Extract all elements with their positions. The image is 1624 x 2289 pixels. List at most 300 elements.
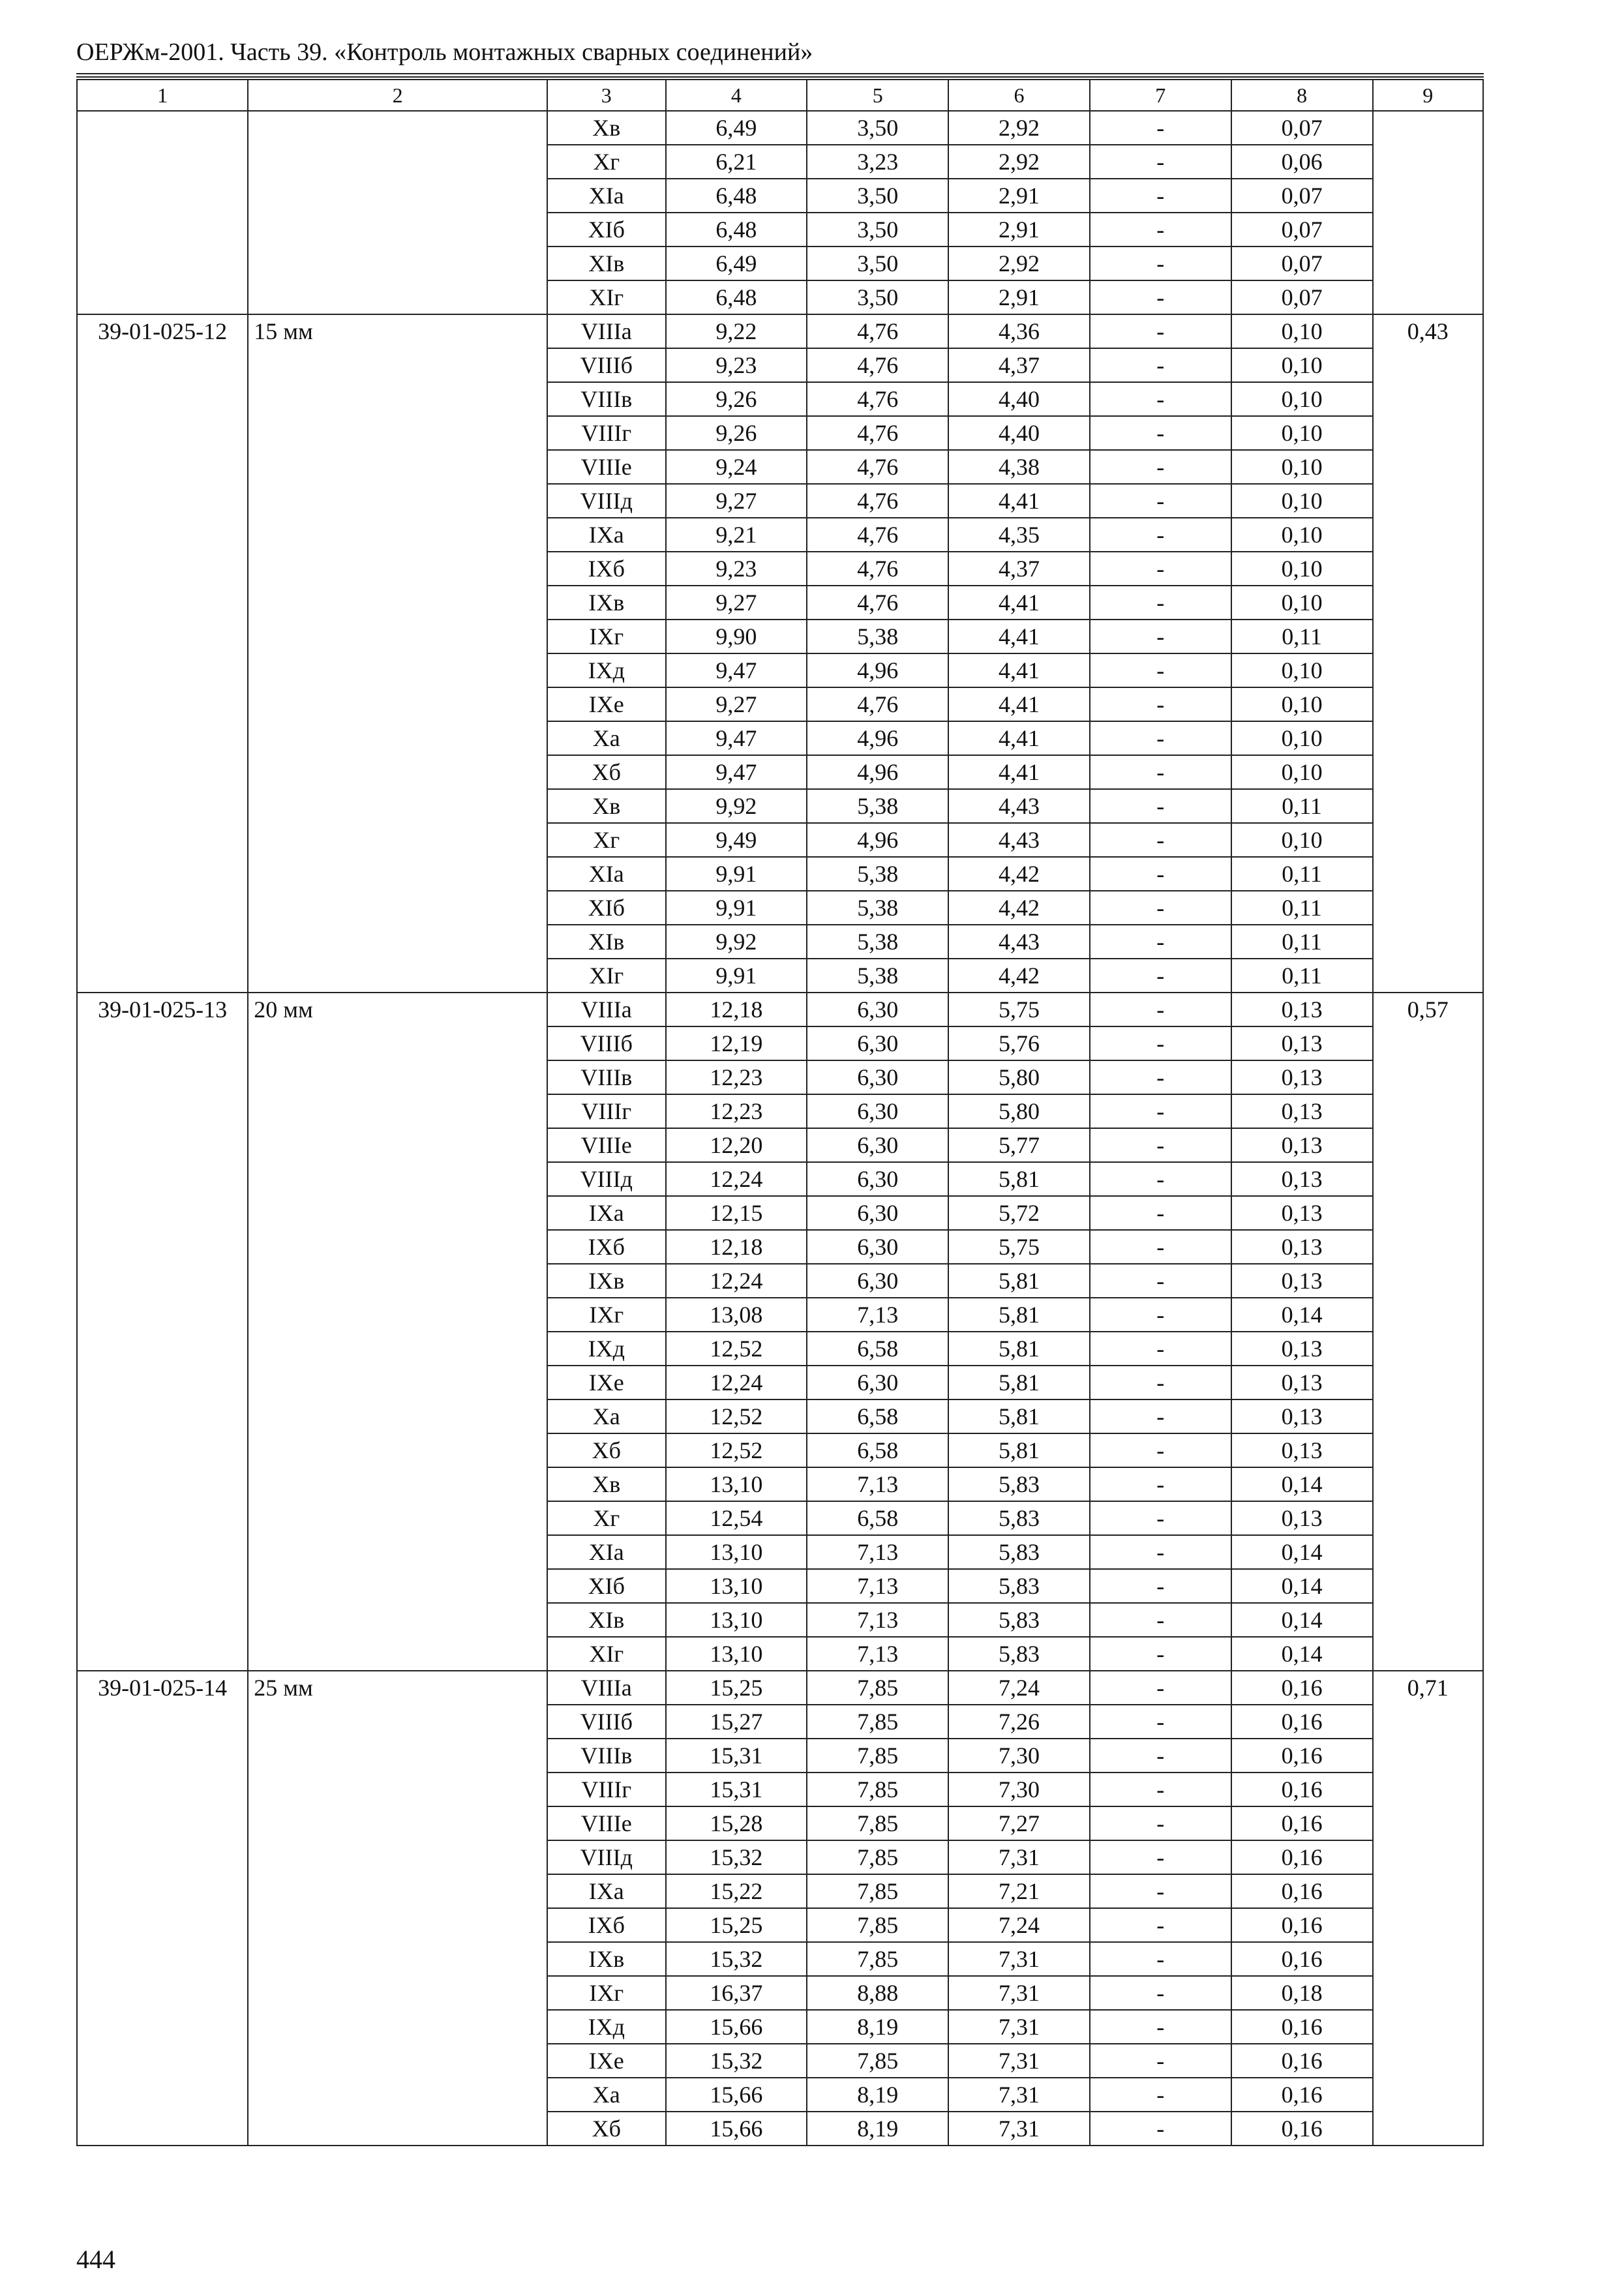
category-cell: ХIв [547, 247, 666, 280]
column-header: 9 [1373, 80, 1484, 111]
value-col6-cell: 7,31 [948, 2078, 1090, 2112]
value-col4-cell: 6,49 [666, 111, 807, 145]
column-header: 6 [948, 80, 1090, 111]
value-col5-cell: 3,50 [807, 247, 948, 280]
value-col5-cell: 5,38 [807, 925, 948, 959]
value-col7-cell: - [1090, 348, 1231, 382]
value-col8-cell: 0,16 [1231, 1874, 1373, 1908]
value-col7-cell: - [1090, 755, 1231, 789]
value-col4-cell: 15,66 [666, 2078, 807, 2112]
value-col8-cell: 0,14 [1231, 1535, 1373, 1569]
value-col8-cell: 0,10 [1231, 416, 1373, 450]
value-col4-cell: 13,10 [666, 1467, 807, 1501]
value-col8-cell: 0,10 [1231, 755, 1373, 789]
value-col8-cell: 0,16 [1231, 1908, 1373, 1942]
value-col4-cell: 15,25 [666, 1908, 807, 1942]
value-col6-cell: 4,41 [948, 484, 1090, 518]
value-col6-cell: 2,92 [948, 111, 1090, 145]
value-col4-cell: 9,92 [666, 789, 807, 823]
value-col6-cell: 5,75 [948, 993, 1090, 1026]
value-col6-cell: 7,24 [948, 1671, 1090, 1705]
value-col7-cell: - [1090, 620, 1231, 653]
value-col8-cell: 0,18 [1231, 1976, 1373, 2010]
rate-total-cell: 0,71 [1373, 1671, 1484, 2146]
value-col8-cell: 0,10 [1231, 484, 1373, 518]
category-cell: VIIIв [547, 1060, 666, 1094]
value-col4-cell: 9,27 [666, 687, 807, 721]
value-col5-cell: 7,85 [807, 1806, 948, 1840]
category-cell: Ха [547, 721, 666, 755]
value-col6-cell: 4,41 [948, 586, 1090, 620]
value-col8-cell: 0,14 [1231, 1569, 1373, 1603]
category-cell: VIIIв [547, 1739, 666, 1773]
value-col6-cell: 4,42 [948, 959, 1090, 993]
table-body [77, 111, 1483, 2146]
header-double-rule [76, 73, 1484, 78]
value-col5-cell: 4,76 [807, 416, 948, 450]
value-col8-cell: 0,13 [1231, 1060, 1373, 1094]
value-col7-cell: - [1090, 959, 1231, 993]
value-col7-cell: - [1090, 1501, 1231, 1535]
category-cell: VIIIд [547, 484, 666, 518]
value-col7-cell: - [1090, 280, 1231, 314]
value-col5-cell: 6,58 [807, 1501, 948, 1535]
value-col4-cell: 9,91 [666, 857, 807, 891]
value-col8-cell: 0,16 [1231, 1671, 1373, 1705]
category-cell: VIIIв [547, 382, 666, 416]
value-col7-cell: - [1090, 1128, 1231, 1162]
value-col8-cell: 0,16 [1231, 1705, 1373, 1739]
value-col5-cell: 4,76 [807, 348, 948, 382]
category-cell: ХIа [547, 857, 666, 891]
value-col7-cell: - [1090, 2044, 1231, 2078]
category-cell: VIIIа [547, 1671, 666, 1705]
value-col4-cell: 15,28 [666, 1806, 807, 1840]
value-col6-cell: 4,36 [948, 314, 1090, 348]
value-col4-cell: 15,32 [666, 2044, 807, 2078]
value-col4-cell: 16,37 [666, 1976, 807, 2010]
column-header: 1 [77, 80, 248, 111]
category-cell: VIIIа [547, 314, 666, 348]
rate-code-cell: 39-01-025-14 [77, 1671, 248, 2146]
value-col5-cell: 3,50 [807, 111, 948, 145]
value-col7-cell: - [1090, 1705, 1231, 1739]
value-col4-cell: 13,10 [666, 1535, 807, 1569]
value-col7-cell: - [1090, 1230, 1231, 1264]
value-col4-cell: 12,24 [666, 1162, 807, 1196]
value-col6-cell: 5,83 [948, 1467, 1090, 1501]
value-col5-cell: 4,76 [807, 450, 948, 484]
value-col4-cell: 9,22 [666, 314, 807, 348]
value-col7-cell: - [1090, 247, 1231, 280]
value-col8-cell: 0,13 [1231, 1399, 1373, 1433]
value-col8-cell: 0,07 [1231, 179, 1373, 213]
value-col7-cell: - [1090, 2010, 1231, 2044]
value-col6-cell: 2,91 [948, 280, 1090, 314]
value-col6-cell: 4,42 [948, 891, 1090, 925]
value-col8-cell: 0,16 [1231, 1773, 1373, 1806]
value-col8-cell: 0,11 [1231, 620, 1373, 653]
value-col4-cell: 12,52 [666, 1332, 807, 1366]
value-col4-cell: 9,47 [666, 653, 807, 687]
value-col5-cell: 5,38 [807, 620, 948, 653]
value-col8-cell: 0,10 [1231, 314, 1373, 348]
value-col4-cell: 12,19 [666, 1026, 807, 1060]
value-col6-cell: 7,30 [948, 1773, 1090, 1806]
value-col8-cell: 0,10 [1231, 450, 1373, 484]
rate-code-cell: 39-01-025-12 [77, 314, 248, 993]
category-cell: VIIIб [547, 348, 666, 382]
category-cell: ХIг [547, 1637, 666, 1671]
value-col6-cell: 4,41 [948, 755, 1090, 789]
value-col6-cell: 5,76 [948, 1026, 1090, 1060]
value-col8-cell: 0,16 [1231, 2010, 1373, 2044]
value-col5-cell: 6,30 [807, 1162, 948, 1196]
value-col4-cell: 9,23 [666, 348, 807, 382]
value-col7-cell: - [1090, 1026, 1231, 1060]
category-cell: IХб [547, 1908, 666, 1942]
value-col4-cell: 12,52 [666, 1433, 807, 1467]
column-number-row [77, 80, 1483, 111]
value-col5-cell: 8,19 [807, 2078, 948, 2112]
value-col6-cell: 5,81 [948, 1162, 1090, 1196]
category-cell: VIIIе [547, 450, 666, 484]
value-col6-cell: 5,83 [948, 1637, 1090, 1671]
value-col5-cell: 3,23 [807, 145, 948, 179]
value-col4-cell: 13,10 [666, 1569, 807, 1603]
value-col6-cell: 5,81 [948, 1264, 1090, 1298]
column-header: 5 [807, 80, 948, 111]
value-col6-cell: 4,42 [948, 857, 1090, 891]
table-row [77, 314, 1483, 348]
value-col5-cell: 8,19 [807, 2010, 948, 2044]
value-col5-cell: 6,30 [807, 1230, 948, 1264]
value-col6-cell: 5,81 [948, 1399, 1090, 1433]
column-header: 2 [248, 80, 547, 111]
value-col6-cell: 5,80 [948, 1094, 1090, 1128]
category-cell: IХг [547, 1976, 666, 2010]
value-col4-cell: 9,92 [666, 925, 807, 959]
category-cell: ХIб [547, 1569, 666, 1603]
table-row [77, 111, 1483, 145]
value-col7-cell: - [1090, 857, 1231, 891]
category-cell: IХб [547, 552, 666, 586]
page-number: 444 [76, 2245, 115, 2274]
value-col5-cell: 4,96 [807, 721, 948, 755]
category-cell: VIIIа [547, 993, 666, 1026]
value-col4-cell: 9,27 [666, 484, 807, 518]
value-col7-cell: - [1090, 1196, 1231, 1230]
value-col6-cell: 4,43 [948, 925, 1090, 959]
value-col7-cell: - [1090, 1298, 1231, 1332]
value-col5-cell: 6,30 [807, 1196, 948, 1230]
value-col8-cell: 0,10 [1231, 552, 1373, 586]
rate-total-cell [1373, 111, 1484, 314]
value-col8-cell: 0,11 [1231, 925, 1373, 959]
value-col7-cell: - [1090, 1840, 1231, 1874]
value-col8-cell: 0,10 [1231, 382, 1373, 416]
value-col6-cell: 7,31 [948, 1840, 1090, 1874]
rate-code-cell: 39-01-025-13 [77, 993, 248, 1671]
category-cell: ХIб [547, 891, 666, 925]
value-col5-cell: 6,58 [807, 1332, 948, 1366]
value-col7-cell: - [1090, 179, 1231, 213]
category-cell: Ха [547, 2078, 666, 2112]
value-col7-cell: - [1090, 1433, 1231, 1467]
value-col5-cell: 6,30 [807, 1366, 948, 1399]
value-col6-cell: 5,83 [948, 1535, 1090, 1569]
value-col8-cell: 0,13 [1231, 1332, 1373, 1366]
category-cell: VIIIд [547, 1162, 666, 1196]
category-cell: IХг [547, 1298, 666, 1332]
value-col7-cell: - [1090, 1874, 1231, 1908]
value-col6-cell: 4,40 [948, 416, 1090, 450]
category-cell: IХе [547, 1366, 666, 1399]
value-col4-cell: 12,52 [666, 1399, 807, 1433]
value-col4-cell: 9,49 [666, 823, 807, 857]
value-col7-cell: - [1090, 484, 1231, 518]
value-col8-cell: 0,14 [1231, 1603, 1373, 1637]
value-col4-cell: 9,91 [666, 891, 807, 925]
value-col6-cell: 4,35 [948, 518, 1090, 552]
value-col6-cell: 5,81 [948, 1298, 1090, 1332]
value-col4-cell: 9,26 [666, 416, 807, 450]
category-cell: ХIв [547, 1603, 666, 1637]
category-cell: IХд [547, 2010, 666, 2044]
category-cell: Ха [547, 1399, 666, 1433]
value-col6-cell: 5,80 [948, 1060, 1090, 1094]
value-col8-cell: 0,16 [1231, 1739, 1373, 1773]
value-col5-cell: 7,13 [807, 1298, 948, 1332]
value-col8-cell: 0,10 [1231, 518, 1373, 552]
value-col6-cell: 5,77 [948, 1128, 1090, 1162]
value-col7-cell: - [1090, 721, 1231, 755]
value-col6-cell: 2,91 [948, 179, 1090, 213]
value-col5-cell: 7,13 [807, 1637, 948, 1671]
value-col5-cell: 5,38 [807, 789, 948, 823]
value-col7-cell: - [1090, 653, 1231, 687]
value-col7-cell: - [1090, 891, 1231, 925]
value-col4-cell: 15,22 [666, 1874, 807, 1908]
value-col6-cell: 5,83 [948, 1569, 1090, 1603]
value-col5-cell: 4,76 [807, 382, 948, 416]
value-col8-cell: 0,11 [1231, 789, 1373, 823]
value-col4-cell: 15,31 [666, 1773, 807, 1806]
value-col4-cell: 12,24 [666, 1264, 807, 1298]
value-col7-cell: - [1090, 1637, 1231, 1671]
category-cell: IХа [547, 1196, 666, 1230]
value-col8-cell: 0,13 [1231, 993, 1373, 1026]
value-col6-cell: 4,41 [948, 721, 1090, 755]
value-col4-cell: 13,08 [666, 1298, 807, 1332]
value-col6-cell: 4,41 [948, 687, 1090, 721]
category-cell: Хб [547, 2112, 666, 2146]
value-col8-cell: 0,07 [1231, 247, 1373, 280]
value-col4-cell: 12,24 [666, 1366, 807, 1399]
value-col6-cell: 2,92 [948, 247, 1090, 280]
value-col7-cell: - [1090, 687, 1231, 721]
value-col7-cell: - [1090, 518, 1231, 552]
value-col7-cell: - [1090, 1569, 1231, 1603]
value-col6-cell: 2,92 [948, 145, 1090, 179]
value-col8-cell: 0,13 [1231, 1094, 1373, 1128]
value-col6-cell: 4,43 [948, 823, 1090, 857]
value-col5-cell: 4,76 [807, 586, 948, 620]
value-col4-cell: 9,47 [666, 755, 807, 789]
value-col5-cell: 7,13 [807, 1467, 948, 1501]
value-col5-cell: 7,85 [807, 1705, 948, 1739]
rate-name-cell: 15 мм [248, 314, 547, 993]
value-col4-cell: 6,21 [666, 145, 807, 179]
value-col6-cell: 4,41 [948, 653, 1090, 687]
value-col6-cell: 2,91 [948, 213, 1090, 247]
category-cell: Хг [547, 1501, 666, 1535]
value-col5-cell: 8,19 [807, 2112, 948, 2146]
category-cell: VIIIд [547, 1840, 666, 1874]
category-cell: IХв [547, 1264, 666, 1298]
value-col8-cell: 0,16 [1231, 2078, 1373, 2112]
value-col8-cell: 0,14 [1231, 1298, 1373, 1332]
value-col5-cell: 4,76 [807, 518, 948, 552]
category-cell: ХIа [547, 179, 666, 213]
value-col5-cell: 6,30 [807, 1060, 948, 1094]
value-col4-cell: 9,90 [666, 620, 807, 653]
value-col4-cell: 13,10 [666, 1637, 807, 1671]
category-cell: IХв [547, 1942, 666, 1976]
value-col7-cell: - [1090, 823, 1231, 857]
value-col5-cell: 7,13 [807, 1535, 948, 1569]
value-col8-cell: 0,13 [1231, 1264, 1373, 1298]
value-col5-cell: 7,85 [807, 1874, 948, 1908]
value-col7-cell: - [1090, 213, 1231, 247]
value-col8-cell: 0,16 [1231, 2044, 1373, 2078]
value-col7-cell: - [1090, 1332, 1231, 1366]
category-cell: IХе [547, 687, 666, 721]
rates-table [76, 79, 1484, 2146]
value-col8-cell: 0,11 [1231, 891, 1373, 925]
value-col4-cell: 6,48 [666, 179, 807, 213]
value-col7-cell: - [1090, 2112, 1231, 2146]
category-cell: ХIв [547, 925, 666, 959]
value-col8-cell: 0,07 [1231, 213, 1373, 247]
category-cell: IХг [547, 620, 666, 653]
value-col6-cell: 4,38 [948, 450, 1090, 484]
value-col4-cell: 15,25 [666, 1671, 807, 1705]
category-cell: Хв [547, 111, 666, 145]
value-col4-cell: 12,18 [666, 993, 807, 1026]
value-col4-cell: 15,66 [666, 2010, 807, 2044]
value-col7-cell: - [1090, 1060, 1231, 1094]
value-col5-cell: 6,30 [807, 1128, 948, 1162]
rate-total-cell: 0,43 [1373, 314, 1484, 993]
value-col5-cell: 4,96 [807, 755, 948, 789]
value-col8-cell: 0,10 [1231, 586, 1373, 620]
category-cell: VIIIг [547, 1094, 666, 1128]
value-col8-cell: 0,07 [1231, 111, 1373, 145]
value-col7-cell: - [1090, 1671, 1231, 1705]
value-col6-cell: 7,31 [948, 2112, 1090, 2146]
value-col4-cell: 9,24 [666, 450, 807, 484]
category-cell: IХа [547, 1874, 666, 1908]
value-col6-cell: 4,37 [948, 348, 1090, 382]
value-col5-cell: 6,30 [807, 1026, 948, 1060]
value-col5-cell: 5,38 [807, 891, 948, 925]
value-col6-cell: 5,83 [948, 1501, 1090, 1535]
category-cell: IХб [547, 1230, 666, 1264]
value-col4-cell: 15,32 [666, 1840, 807, 1874]
value-col5-cell: 7,85 [807, 1908, 948, 1942]
value-col8-cell: 0,14 [1231, 1637, 1373, 1671]
value-col7-cell: - [1090, 1366, 1231, 1399]
value-col5-cell: 4,76 [807, 687, 948, 721]
value-col7-cell: - [1090, 1806, 1231, 1840]
rate-name-cell [248, 111, 547, 314]
value-col7-cell: - [1090, 586, 1231, 620]
value-col6-cell: 4,43 [948, 789, 1090, 823]
value-col7-cell: - [1090, 1467, 1231, 1501]
value-col5-cell: 3,50 [807, 280, 948, 314]
value-col5-cell: 3,50 [807, 179, 948, 213]
value-col5-cell: 3,50 [807, 213, 948, 247]
value-col7-cell: - [1090, 2078, 1231, 2112]
category-cell: Хб [547, 1433, 666, 1467]
value-col6-cell: 7,31 [948, 2010, 1090, 2044]
value-col6-cell: 7,24 [948, 1908, 1090, 1942]
value-col7-cell: - [1090, 416, 1231, 450]
category-cell: VIIIг [547, 416, 666, 450]
value-col4-cell: 12,15 [666, 1196, 807, 1230]
value-col4-cell: 9,47 [666, 721, 807, 755]
value-col8-cell: 0,16 [1231, 2112, 1373, 2146]
value-col4-cell: 12,23 [666, 1094, 807, 1128]
value-col8-cell: 0,16 [1231, 1942, 1373, 1976]
value-col8-cell: 0,10 [1231, 348, 1373, 382]
category-cell: IХд [547, 1332, 666, 1366]
column-header: 7 [1090, 80, 1231, 111]
value-col4-cell: 9,23 [666, 552, 807, 586]
value-col8-cell: 0,10 [1231, 653, 1373, 687]
value-col6-cell: 7,31 [948, 1976, 1090, 2010]
column-header: 4 [666, 80, 807, 111]
value-col7-cell: - [1090, 789, 1231, 823]
category-cell: IХа [547, 518, 666, 552]
value-col8-cell: 0,10 [1231, 721, 1373, 755]
value-col8-cell: 0,13 [1231, 1026, 1373, 1060]
value-col4-cell: 12,18 [666, 1230, 807, 1264]
value-col5-cell: 4,96 [807, 653, 948, 687]
value-col8-cell: 0,10 [1231, 687, 1373, 721]
value-col8-cell: 0,11 [1231, 857, 1373, 891]
category-cell: Хг [547, 145, 666, 179]
rate-total-cell: 0,57 [1373, 993, 1484, 1671]
value-col8-cell: 0,14 [1231, 1467, 1373, 1501]
value-col5-cell: 6,30 [807, 1094, 948, 1128]
value-col7-cell: - [1090, 145, 1231, 179]
value-col4-cell: 9,27 [666, 586, 807, 620]
value-col8-cell: 0,13 [1231, 1366, 1373, 1399]
value-col5-cell: 4,76 [807, 552, 948, 586]
value-col7-cell: - [1090, 993, 1231, 1026]
value-col6-cell: 7,30 [948, 1739, 1090, 1773]
category-cell: VIIIе [547, 1128, 666, 1162]
value-col8-cell: 0,13 [1231, 1230, 1373, 1264]
value-col6-cell: 5,83 [948, 1603, 1090, 1637]
category-cell: VIIIг [547, 1773, 666, 1806]
value-col7-cell: - [1090, 925, 1231, 959]
value-col5-cell: 7,85 [807, 1942, 948, 1976]
value-col4-cell: 13,10 [666, 1603, 807, 1637]
value-col7-cell: - [1090, 1399, 1231, 1433]
